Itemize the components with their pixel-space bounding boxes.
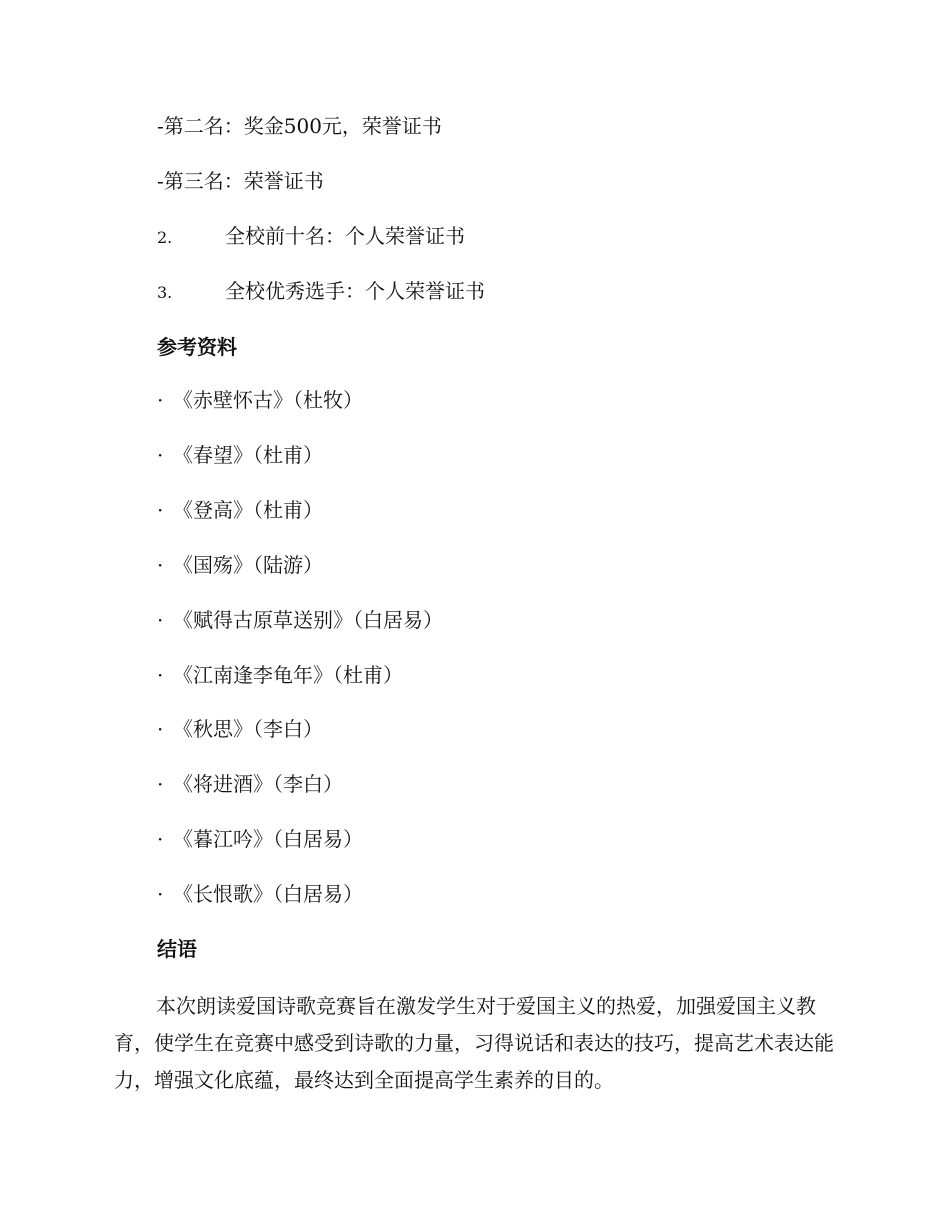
reference-item [157, 661, 403, 689]
prize-third: -第三名：荣誉证书 [157, 169, 324, 193]
reference-text: 《春望》（杜甫） [173, 443, 323, 467]
award-text: 全校优秀选手：个人荣誉证书 [225, 279, 485, 303]
reference-text: 《登高》（杜甫） [173, 498, 323, 522]
bullet-icon: · [157, 388, 164, 412]
prize-second: -第二名：奖金500元，荣誉证书 [157, 114, 442, 138]
reference-text: 《将进酒》（李白） [173, 772, 343, 796]
bullet-icon: · [157, 827, 164, 851]
bullet-icon: · [157, 553, 164, 577]
bullet-icon: · [157, 608, 164, 632]
bullet-icon: · [157, 443, 164, 467]
reference-item [157, 715, 323, 743]
reference-item [157, 386, 363, 414]
reference-item [157, 551, 323, 579]
bullet-icon: · [157, 882, 164, 906]
reference-item [157, 441, 323, 469]
bullet-icon: · [157, 498, 164, 522]
award-number: 2. [157, 228, 173, 247]
reference-item [157, 606, 443, 634]
conclusion-paragraph: 本次朗读爱国诗歌竞赛旨在激发学生对于爱国主义的热爱，加强爱国主义教育，使学生在竞赛中感受到诗歌的力量，习得说话和表达的技巧，提高艺术表达能力，增强文化底蕴，最终达到全面提高学生素养的目的。 [114, 994, 834, 1092]
reference-text: 《长恨歌》（白居易） [173, 882, 363, 906]
award-item [157, 277, 485, 307]
reference-item [157, 825, 363, 853]
bullet-icon: · [157, 663, 164, 687]
references-heading: 参考资料 [157, 335, 237, 359]
reference-item [157, 880, 363, 908]
bullet-icon: · [157, 772, 164, 796]
reference-text: 《国殇》（陆游） [173, 553, 323, 577]
award-number: 3. [157, 283, 173, 302]
reference-text: 《江南逢李龟年》（杜甫） [173, 663, 403, 687]
reference-text: 《秋思》（李白） [173, 717, 323, 741]
reference-text: 《赋得古原草送别》（白居易） [173, 608, 443, 632]
reference-item [157, 496, 323, 524]
reference-item [157, 770, 343, 798]
bullet-icon: · [157, 717, 164, 741]
conclusion-heading: 结语 [157, 937, 197, 961]
award-item [157, 222, 465, 252]
award-text: 全校前十名：个人荣誉证书 [225, 224, 465, 248]
reference-text: 《赤壁怀古》（杜牧） [173, 388, 363, 412]
reference-text: 《暮江吟》（白居易） [173, 827, 363, 851]
